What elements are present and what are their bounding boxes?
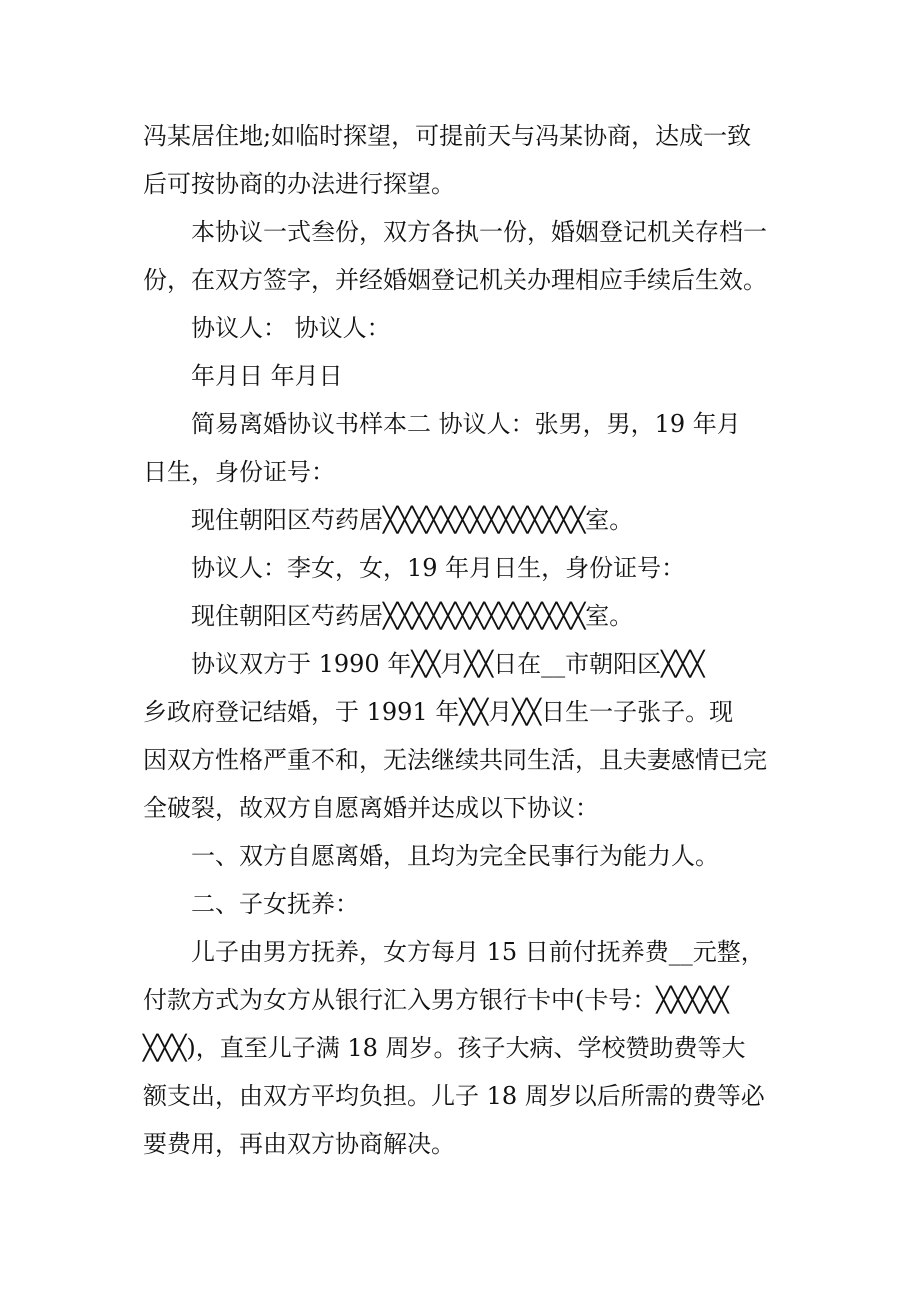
text-line: 后可按协商的办法进行探望。 [143,170,455,198]
text-line: 本协议一式叁份，双方各执一份，婚姻登记机关存档一 [191,218,767,246]
text-line: 全破裂，故双方自愿离婚并达成以下协议： [143,794,599,822]
text-line: 儿子由男方抚养，女方每月 15 日前付抚养费__元整， [191,938,765,966]
text-line: 乡政府登记结婚，于 1991 年╳╳月╳╳日生一子张子。现 [143,698,734,726]
text-line: 协议人：李女，女，19 年月日生，身份证号： [191,554,686,582]
text-line: 额支出，由双方平均负担。儿子 18 周岁以后所需的费等必 [143,1082,765,1110]
text-line: 现住朝阳区芍药居╳╳╳╳╳╳╳╳╳╳╳╳╳╳室。 [191,506,634,534]
text-line: 年月日 年月日 [191,362,343,390]
text-line: 冯某居住地;如临时探望，可提前天与冯某协商，达成一致 [143,122,752,150]
text-line: 要费用，再由双方协商解决。 [143,1130,455,1158]
text-line: 日生，身份证号： [143,458,335,486]
text-line: 因双方性格严重不和，无法继续共同生活，且夫妻感情已完 [143,746,767,774]
text-line: 一、双方自愿离婚，且均为完全民事行为能力人。 [191,842,719,870]
text-line: 二、子女抚养： [191,890,359,918]
text-line: 现住朝阳区芍药居╳╳╳╳╳╳╳╳╳╳╳╳╳╳室。 [191,602,634,630]
text-line: 份，在双方签字，并经婚姻登记机关办理相应手续后生效。 [143,266,767,294]
document-body [143,112,793,1168]
text-line: 协议双方于 1990 年╳╳月╳╳日在__市朝阳区╳╳╳ [191,650,705,678]
text-line: 简易离婚协议书样本二 协议人：张男，男，19 年月 [191,410,741,438]
text-line: ╳╳╳)，直至儿子满 18 周岁。孩子大病、学校赞助费等大 [143,1034,746,1062]
text-line: 协议人： 协议人： [191,314,391,342]
text-line: 付款方式为女方从银行汇入男方银行卡中(卡号：╳╳╳╳╳ [143,986,729,1014]
